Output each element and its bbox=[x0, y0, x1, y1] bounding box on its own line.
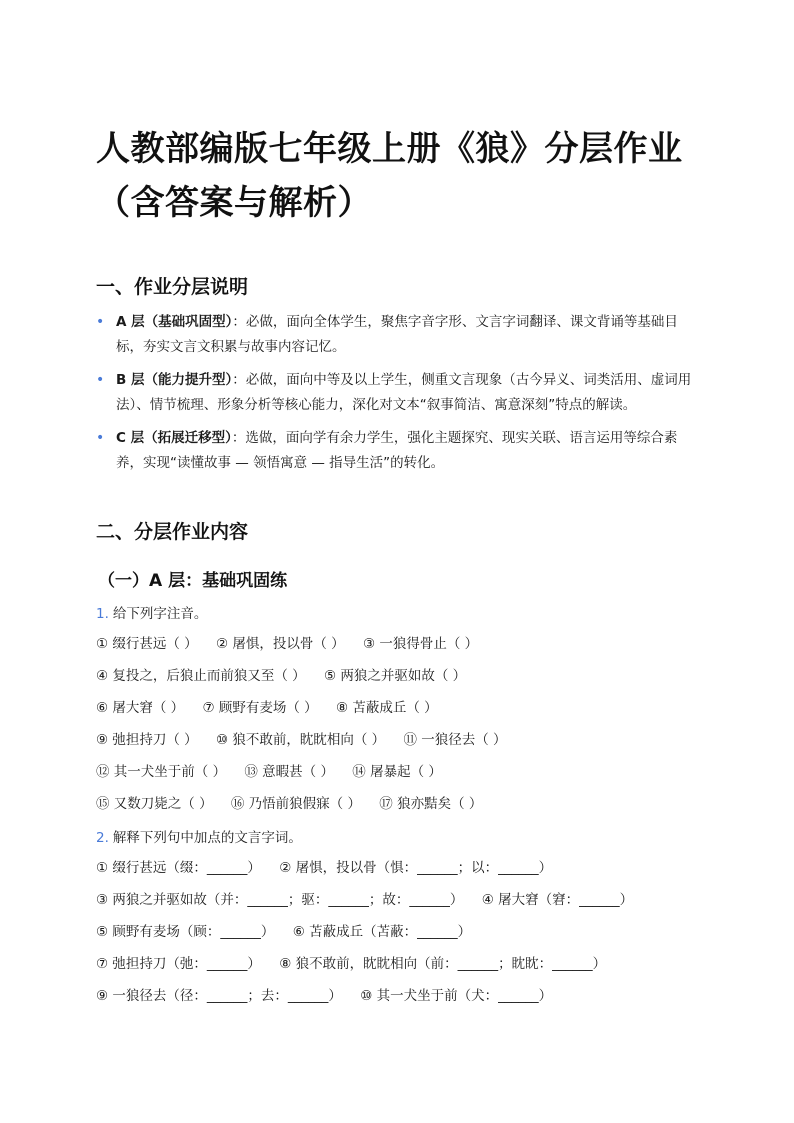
list-item: ⑨ 一狼径去（径：______；去：______） bbox=[96, 988, 342, 1004]
list-item: ① 缀行甚远（缀：______） bbox=[96, 860, 261, 876]
item-row bbox=[96, 854, 706, 886]
item-row bbox=[96, 950, 706, 982]
list-item: ④ 屠大窘（窘：______） bbox=[481, 892, 634, 908]
list-item-level-a bbox=[96, 310, 696, 360]
item-row bbox=[96, 726, 706, 758]
list-item: ⑧ 苫蔽成丘（ ） bbox=[335, 700, 438, 716]
list-item: ⑰ 狼亦黠矣（ ） bbox=[379, 796, 483, 812]
level-label: A 层（基础巩固型） bbox=[116, 314, 233, 330]
bullet-icon: • bbox=[96, 314, 105, 330]
level-label: B 层（能力提升型） bbox=[116, 372, 233, 388]
list-item: ⑫ 其一犬坐于前（ ） bbox=[96, 764, 227, 780]
item-row bbox=[96, 982, 706, 1014]
question-text: 给下列字注音。 bbox=[112, 606, 208, 622]
question-1-items bbox=[96, 630, 706, 822]
item-row bbox=[96, 662, 706, 694]
list-item: ③ 一狼得骨止（ ） bbox=[362, 636, 479, 652]
list-item: ⑥ 屠大窘（ ） bbox=[96, 700, 185, 716]
list-item: ③ 两狼之并驱如故（并：______；驱：______；故：______） bbox=[96, 892, 464, 908]
section-heading-explanation: 一、作业分层说明 bbox=[96, 276, 249, 298]
level-text: ：选做，面向学有余力学生，强化主题探究、现实关联、语言运用等综合素养，实现“读懂故事 — 领悟寓意 — 指导生活”的转化。 bbox=[116, 430, 678, 471]
level-text: ：必做，面向中等及以上学生，侧重文言现象（古今异义、词类活用、虚词用法）、情节梳理、形象分析等核心能力，深化对文本“叙事简洁、寓意深刻”特点的解读。 bbox=[116, 372, 692, 413]
item-row bbox=[96, 694, 706, 726]
list-item: ⑨ 弛担持刀（ ） bbox=[96, 732, 198, 748]
document-title: 人教部编版七年级上册《狼》分层作业（含答案与解析） bbox=[96, 129, 683, 223]
list-item-level-c bbox=[96, 426, 696, 476]
list-item: ⑤ 顾野有麦场（顾：______） bbox=[96, 924, 275, 940]
list-item: ⑩ 狼不敢前，眈眈相向（ ） bbox=[215, 732, 386, 748]
list-item: ② 屠惧，投以骨（ ） bbox=[215, 636, 345, 652]
list-item: ⑤ 两狼之并驱如故（ ） bbox=[323, 668, 467, 684]
section-heading-content: 二、分层作业内容 bbox=[96, 521, 249, 543]
list-item: ⑦ 弛担持刀（弛：______） bbox=[96, 956, 261, 972]
question-1 bbox=[96, 602, 207, 622]
question-2-items bbox=[96, 854, 706, 1014]
list-item: ⑧ 狼不敢前，眈眈相向（前：______；眈眈：______） bbox=[279, 956, 607, 972]
level-description-list bbox=[96, 310, 696, 484]
list-item: ② 屠惧，投以骨（惧：______；以：______） bbox=[279, 860, 553, 876]
question-number: 2. bbox=[96, 830, 109, 846]
item-row bbox=[96, 886, 706, 918]
bullet-icon: • bbox=[96, 372, 105, 388]
level-label: C 层（拓展迁移型） bbox=[116, 430, 232, 446]
item-row bbox=[96, 918, 706, 950]
subsection-heading-level-a: （一）A 层：基础巩固练 bbox=[98, 571, 288, 591]
question-text: 解释下列句中加点的文言字词。 bbox=[112, 830, 302, 846]
list-item: ⑥ 苫蔽成丘（苫蔽：______） bbox=[292, 924, 472, 940]
item-row bbox=[96, 758, 706, 790]
list-item: ⑮ 又数刀毙之（ ） bbox=[96, 796, 213, 812]
list-item: ④ 复投之，后狼止而前狼又至（ ） bbox=[96, 668, 306, 684]
list-item: ⑬ 意暇甚（ ） bbox=[244, 764, 334, 780]
list-item: ① 缀行甚远（ ） bbox=[96, 636, 198, 652]
list-item: ⑭ 屠暴起（ ） bbox=[352, 764, 442, 780]
question-2 bbox=[96, 826, 302, 846]
level-text: ：必做，面向全体学生，聚焦字音字形、文言字词翻译、课文背诵等基础目标，夯实文言文积累与故事内容记忆。 bbox=[116, 314, 678, 355]
item-row bbox=[96, 790, 706, 822]
bullet-icon: • bbox=[96, 430, 105, 446]
item-row bbox=[96, 630, 706, 662]
list-item: ⑩ 其一犬坐于前（犬：______） bbox=[360, 988, 553, 1004]
list-item: ⑪ 一狼径去（ ） bbox=[403, 732, 507, 748]
list-item: ⑯ 乃悟前狼假寐（ ） bbox=[230, 796, 361, 812]
list-item-level-b bbox=[96, 368, 696, 418]
list-item: ⑦ 顾野有麦场（ ） bbox=[202, 700, 318, 716]
question-number: 1. bbox=[96, 606, 109, 622]
